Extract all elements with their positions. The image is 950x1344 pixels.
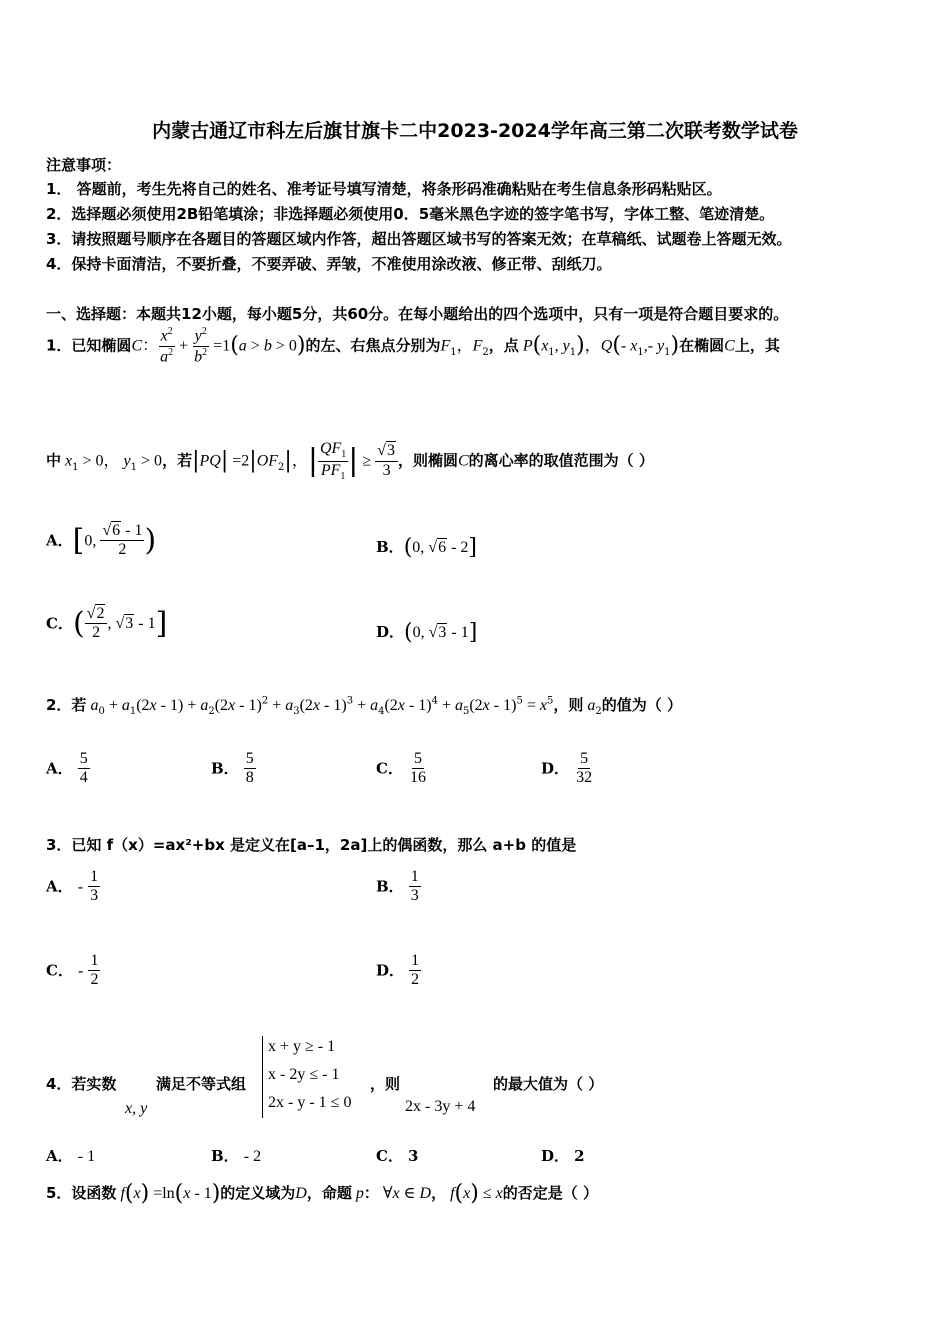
notice-item-4: 4．保持卡面清洁，不要折叠，不要弄破、弄皱，不准使用涂改液、修正带、刮纸刀。 <box>46 255 612 273</box>
page-title: 内蒙古通辽市科左后旗甘旗卡二中2023-2024学年高三第二次联考数学试卷 <box>152 120 798 142</box>
q3-option-b-num: 1 <box>409 868 421 887</box>
q1-text-6: ，若 <box>162 451 193 470</box>
q3-option-d-den: 2 <box>411 971 420 989</box>
q4-text-3: 的最大值为（ ） <box>493 1075 604 1093</box>
q1-text-8: 的离心率的取值范围为（ ） <box>468 451 654 470</box>
q1-text-5: 中 <box>46 451 62 470</box>
q4-number: 4．若实数 <box>46 1075 117 1093</box>
q4-expr: 2x - 3y + 4 <box>405 1098 476 1115</box>
q2-option-b-den: 8 <box>245 769 254 787</box>
q1-text-2: ，点 <box>488 336 519 355</box>
q1-option-d[interactable]: D．(0, √3 - 1] <box>376 619 478 645</box>
notice-item-3: 3．请按照题号顺序在各题目的答题区域内作答，超出答题区域书写的答案无效；在草稿纸、试题卷上答题无效。 <box>46 230 792 248</box>
q1-option-b[interactable]: B．(0, √6 - 2] <box>376 534 477 560</box>
q5-text-3: ： <box>363 1184 379 1202</box>
q3-option-c[interactable] <box>46 952 100 990</box>
q1-option-c-label: C． <box>46 614 73 633</box>
q3-option-c-sign: - <box>78 962 84 980</box>
q2-option-d[interactable] <box>541 750 594 788</box>
q3-option-a-num: 1 <box>88 868 100 887</box>
q1-y-fraction: $\frac{y^2}{b^2}$ <box>194 326 208 366</box>
question-1-line-1: 1．已知椭圆C： $\frac{x^2}{a^2}$ + $\frac{y^2}{b^2}$ =1(a > b > 0)的左、右焦点分别为$F_1$，$F_2$，点 $P(x_1$, $y_1$)，Q(- $x_1,-$ $y_1$)在椭圆C上，其 <box>46 326 780 366</box>
q2-option-a[interactable] <box>46 750 90 788</box>
question-1-line-2: 中 $x_1 > 0$， $y_1 > 0$，若$|PQ| =2|OF_2|$，| $\frac{QF_1}{PF_1}$ | ≥ $\frac{√3}{3}$ ，则椭圆C的离心率的取值范围为（ ） <box>46 440 654 482</box>
q4-ineq-1: x + y ≥ - 1 <box>268 1038 336 1055</box>
q4-option-b-value: - 2 <box>243 1148 262 1165</box>
q1-number: 1．已知椭圆 <box>46 336 132 355</box>
q1-text-7: ，则椭圆 <box>397 451 458 470</box>
q3-option-a[interactable] <box>46 868 100 906</box>
q4-vars: x, y <box>125 1100 148 1117</box>
q3-option-b-den: 3 <box>410 887 419 905</box>
q3-option-a-sign: - <box>77 878 84 896</box>
q1-option-c[interactable]: C．( $\frac{√2}{2}$ , √3 - 1] <box>46 605 168 642</box>
q2-option-d-num: 5 <box>578 750 590 769</box>
q4-text-2: ，则 <box>370 1075 401 1093</box>
q2-option-c-label: C． <box>376 759 403 778</box>
q4-option-c-value: 3 <box>408 1147 419 1165</box>
q4-ineq-3: 2x - y - 1 ≤ 0 <box>268 1094 352 1111</box>
q3-option-c-label: C． <box>46 961 73 980</box>
question-3: 3．已知 f（x）=ax²+bx 是定义在[a–1，2a]上的偶函数，那么 a+b 的值是 <box>46 836 577 854</box>
q2-number: 2．若 <box>46 696 87 714</box>
q1-root3-over-3: $\frac{√3}{3}$ <box>375 442 398 480</box>
q2-option-b-num: 5 <box>244 750 256 769</box>
q2-option-c-den: 16 <box>410 769 427 787</box>
q4-option-d[interactable] <box>541 1145 585 1166</box>
q2-option-a-den: 4 <box>79 769 88 787</box>
q3-option-b-label: B． <box>376 877 404 896</box>
q1-option-d-label: D． <box>376 623 405 641</box>
q4-option-a-value: - 1 <box>77 1148 96 1165</box>
q4-ineq-2: x - 2y ≤ - 1 <box>268 1066 340 1083</box>
question-2: 2．若 $a_0 + a_1(2x - 1) + a_2(2x - 1)^2 + a_3(2x - 1)^3 + a_4(2x - 1)^4 + a_5(2x - 1)^5 = x^5$，则 $a_2$的值为（ ） <box>46 695 682 718</box>
q5-text-2: ，命题 <box>306 1184 352 1202</box>
q2-option-d-den: 32 <box>576 769 593 787</box>
q1-ratio-fraction: $\frac{QF_1}{PF_1}$ <box>319 440 347 482</box>
q2-option-b[interactable] <box>211 750 256 788</box>
notice-heading: 注意事项： <box>46 156 122 174</box>
q2-option-b-label: B． <box>211 759 239 778</box>
notice-item-1: 1． 答题前，考生先将自己的姓名、准考证号填写清楚，将条形码准确粘贴在考生信息条形码粘贴区。 <box>46 180 722 198</box>
q4-option-b-label: B． <box>211 1147 239 1165</box>
q2-text-2: 的值为（ ） <box>601 696 682 714</box>
q4-option-a-label: A． <box>46 1147 73 1165</box>
notice-item-2: 2．选择题必须使用2B铅笔填涂；非选择题必须使用0．5毫米黑色字迹的签字笔书写，字体工整、笔迹清楚。 <box>46 205 775 223</box>
q4-option-a[interactable] <box>46 1145 95 1166</box>
q3-option-b[interactable] <box>376 868 421 906</box>
q5-text-4: ， <box>431 1184 447 1202</box>
q3-option-d-num: 1 <box>409 952 421 971</box>
q4-option-c-label: C． <box>376 1147 403 1165</box>
q3-option-c-num: 1 <box>88 952 100 971</box>
q3-option-d-label: D． <box>376 961 405 980</box>
q5-text-1: 的定义域为 <box>220 1184 296 1202</box>
q2-option-c-num: 5 <box>412 750 424 769</box>
q1-option-a-label: A． <box>46 531 73 550</box>
q4-option-d-label: D． <box>541 1147 570 1165</box>
q3-option-d[interactable] <box>376 952 421 990</box>
q2-option-d-label: D． <box>541 759 570 778</box>
q1-option-a[interactable]: A．[0, $\frac{√6 - 1}{2}$ ) <box>46 522 157 559</box>
question-5: 5．设函数 f(x) =ln(x - 1)的定义域为D，命题 p： ∀x ∈ D， f(x) ≤ x的否定是（ ） <box>46 1180 598 1206</box>
q5-text-5: 的否定是（ ） <box>502 1184 598 1202</box>
q1-text-4: 上，其 <box>734 336 780 355</box>
q3-option-c-den: 2 <box>90 971 99 989</box>
q5-number: 5．设函数 <box>46 1184 117 1202</box>
q3-option-a-label: A． <box>46 877 73 896</box>
q4-option-b[interactable] <box>211 1145 261 1166</box>
q4-text-1: 满足不等式组 <box>156 1075 247 1093</box>
q2-option-c[interactable] <box>376 750 428 788</box>
q4-option-c[interactable] <box>376 1145 418 1166</box>
q1-text-1: 的左、右焦点分别为 <box>305 336 441 355</box>
q2-option-a-num: 5 <box>78 750 90 769</box>
q1-text-3: 在椭圆 <box>679 336 725 355</box>
q2-text-1: ，则 <box>553 696 584 714</box>
q1-x-fraction: $\frac{x^2}{a^2}$ <box>160 326 174 366</box>
q2-option-a-label: A． <box>46 759 73 778</box>
q3-option-a-den: 3 <box>90 887 99 905</box>
section-heading: 一、选择题：本题共12小题，每小题5分，共60分。在每小题给出的四个选项中，只有一项是符合题目要求的。 <box>46 305 789 323</box>
q4-option-d-value: 2 <box>574 1147 585 1165</box>
q1-option-b-label: B． <box>376 538 404 556</box>
q4-system-brace <box>262 1036 263 1118</box>
